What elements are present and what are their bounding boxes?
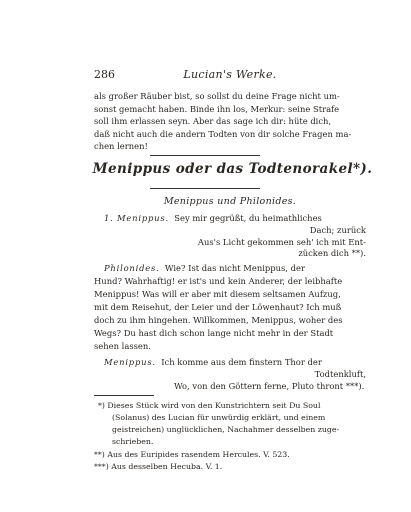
speaker-label: 1. Menippus. <box>104 213 169 223</box>
verse-line: zücken dich **). <box>298 248 366 258</box>
text-line: daß nicht auch die andern Todten von dir solche Fragen ma- <box>94 128 352 139</box>
text-line: chen lernen! <box>94 141 148 152</box>
text-line: mit dem Reisehut, der Leier und der Löwenhaut? Ich muß <box>94 302 342 312</box>
verse-line: Dach; zurück <box>309 225 366 235</box>
speaker-label: Philonides. <box>104 263 160 273</box>
text-line: Hund? Wahrhaftig! er ist's und kein Anderer, der leibhafte <box>94 276 343 286</box>
speech-philonides <box>104 262 305 275</box>
text-line: sehen lassen. <box>94 341 151 351</box>
section-divider-bottom <box>150 188 260 189</box>
verse-line: Wo, von den Göttern ferne, Pluto thront ***). <box>174 381 365 391</box>
speech-menippus-1 <box>104 212 322 225</box>
text-line: Wie? Ist das nicht Menippus, der <box>164 263 305 273</box>
footnote-line: schrieben. <box>112 437 154 446</box>
footnote-line: geistreichen) unglücklichen, Nachahmer desselben zuge- <box>112 425 340 434</box>
footnote-divider <box>94 395 154 396</box>
verse-line: Ich komme aus dem finstern Thor der <box>161 357 322 367</box>
footnote-line: ***) Aus desselben Hecuba. V. 1. <box>94 462 223 471</box>
intro-paragraph <box>94 90 366 153</box>
section-title: Menippus oder das Todtenorakel*). <box>92 161 373 177</box>
page-header <box>94 68 366 82</box>
verse-line: Aus's Licht gekommen seh' ich mit Ent- <box>197 237 366 247</box>
footnote-line: (Solanus) des Lucian für unwürdig erklärt, und einem <box>112 413 326 422</box>
footnote-line: **) Aus des Euripides rasendem Hercules. V. 523. <box>94 450 290 459</box>
footnote-line: *) Dieses Stück wird von den Kunstrichtern seit Du Soul <box>98 401 321 410</box>
dialogue-subtitle: Menippus und Philonides. <box>163 196 297 207</box>
text-line: Menippus! Was will er aber mit diesem seltsamen Aufzug, <box>94 289 341 299</box>
verse-line: Todtenkluft, <box>314 369 366 379</box>
verse-line: Sey mir gegrüßt, du heimathliches <box>174 213 322 223</box>
text-line: soll ihm erlassen seyn. Aber das sage ich dir: hüte dich, <box>94 116 332 127</box>
page-number: 286 <box>94 68 115 81</box>
running-title: Lucian's Werke. <box>183 68 277 81</box>
text-line: sonst gemacht haben. Binde ihn los, Merkur: seine Strafe <box>94 103 340 114</box>
speech-menippus-2 <box>104 356 322 369</box>
text-line: als großer Räuber bist, so sollst du deine Frage nicht um- <box>94 91 340 101</box>
section-divider-top <box>150 155 260 156</box>
text-line: Wegs? Du hast dich schon lange nicht mehr in der Stadt <box>94 328 334 338</box>
text-line: doch zu ihm hingehen. Willkommen, Menippus, woher des <box>94 315 343 325</box>
speaker-label: Menippus. <box>104 357 156 367</box>
